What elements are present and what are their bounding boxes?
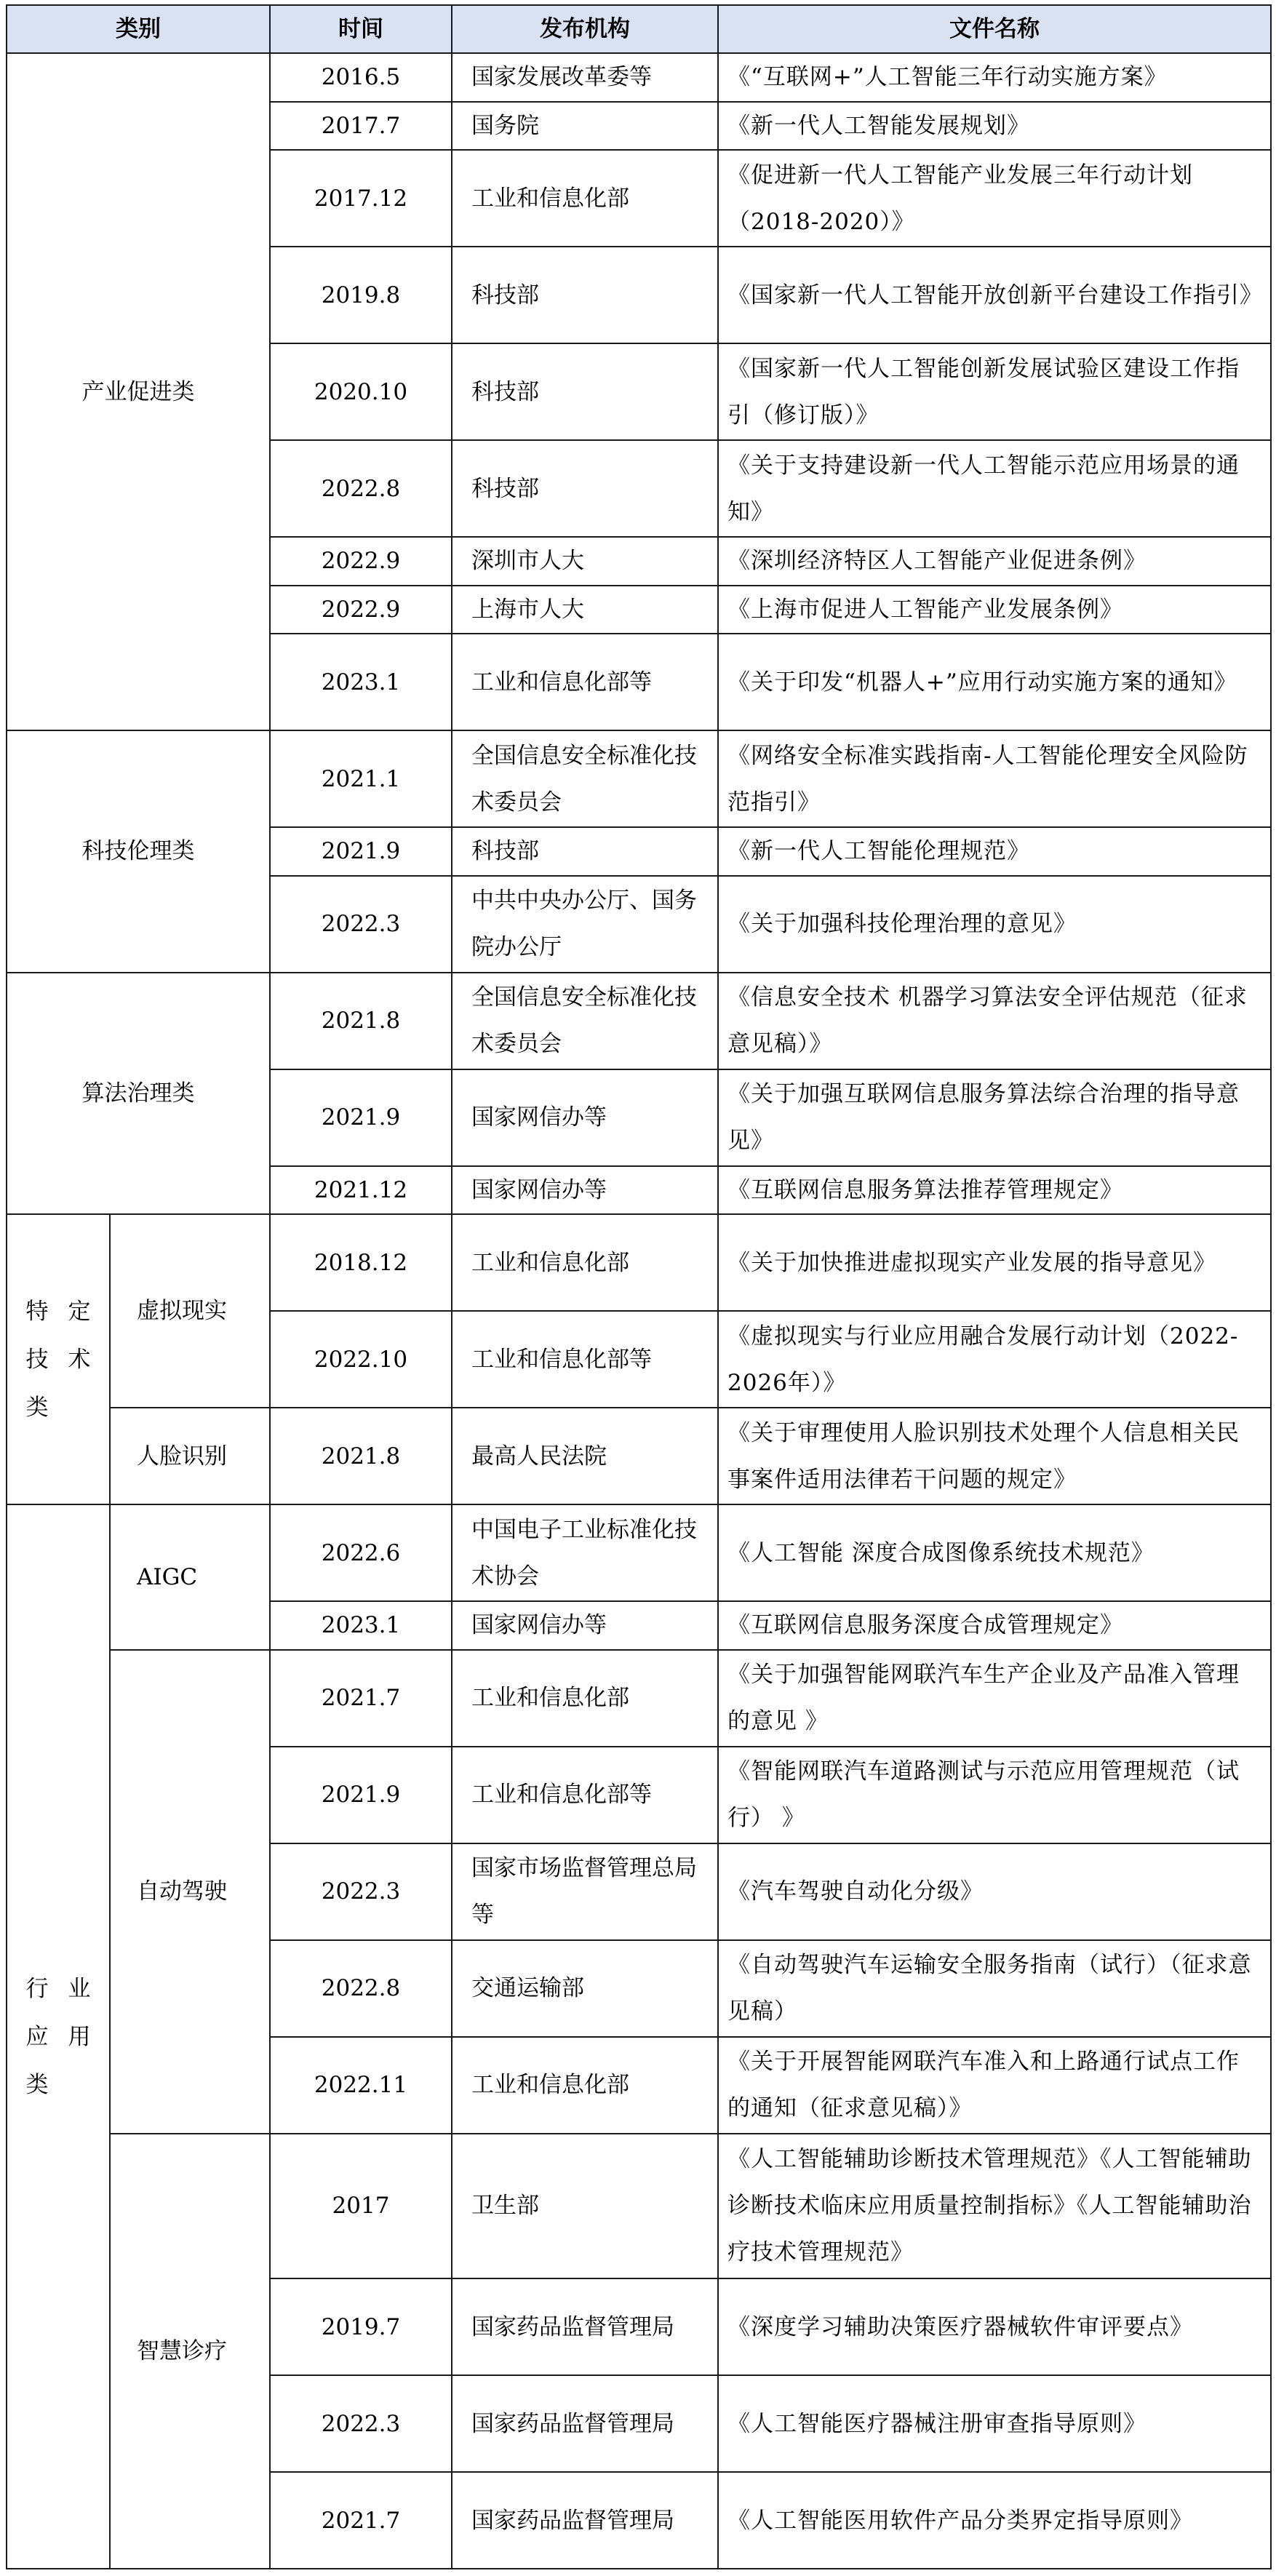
category-char: 术 — [68, 1346, 91, 1373]
org-cell: 卫生部 — [452, 2134, 718, 2279]
time-cell: 2021.9 — [270, 1069, 452, 1166]
org-cell: 工业和信息化部 — [452, 1650, 718, 1747]
time-cell: 2021.7 — [270, 2472, 452, 2569]
header-time: 时间 — [270, 5, 452, 53]
time-cell: 2022.10 — [270, 1311, 452, 1408]
doc-cell: 《深度学习辅助决策医疗器械软件审评要点》 — [718, 2278, 1271, 2375]
time-cell: 2023.1 — [270, 634, 452, 730]
org-cell: 科技部 — [452, 343, 718, 440]
subcategory-aigc: AIGC — [110, 1504, 270, 1650]
category-ethics: 科技伦理类 — [7, 730, 270, 973]
table-row — [7, 1408, 1271, 1504]
time-cell: 2022.8 — [270, 1940, 452, 2037]
category-char: 类 — [25, 2071, 49, 2098]
doc-cell: 《汽车驾驶自动化分级》 — [718, 1843, 1271, 1940]
header-row — [7, 5, 1271, 53]
time-cell: 2021.8 — [270, 1408, 452, 1504]
header-org: 发布机构 — [452, 5, 718, 53]
doc-cell: 《关于加强互联网信息服务算法综合治理的指导意见》 — [718, 1069, 1271, 1166]
time-cell: 2022.3 — [270, 1843, 452, 1940]
doc-cell: 《关于支持建设新一代人工智能示范应用场景的通知》 — [718, 440, 1271, 537]
org-cell: 中国电子工业标准化技术协会 — [452, 1504, 718, 1601]
time-cell: 2021.7 — [270, 1650, 452, 1747]
org-cell: 国家发展改革委等 — [452, 53, 718, 102]
time-cell: 2021.8 — [270, 973, 452, 1069]
time-cell: 2022.6 — [270, 1504, 452, 1601]
org-cell: 工业和信息化部 — [452, 2037, 718, 2134]
org-cell: 国务院 — [452, 102, 718, 151]
time-cell: 2020.10 — [270, 343, 452, 440]
header-doc: 文件名称 — [718, 5, 1271, 53]
subcategory-face: 人脸识别 — [110, 1408, 270, 1504]
table-row — [7, 730, 1271, 827]
time-cell: 2021.12 — [270, 1166, 452, 1215]
org-cell: 国家网信办等 — [452, 1601, 718, 1650]
table-row — [7, 2134, 1271, 2279]
time-cell: 2022.8 — [270, 440, 452, 537]
category-industry: 产业促进类 — [7, 53, 270, 730]
org-cell: 科技部 — [452, 247, 718, 343]
org-cell: 工业和信息化部 — [452, 1214, 718, 1311]
subcategory-vr: 虚拟现实 — [110, 1214, 270, 1408]
category-char: 用 — [68, 2023, 91, 2050]
time-cell: 2022.11 — [270, 2037, 452, 2134]
time-cell: 2017.12 — [270, 150, 452, 247]
category-char: 技 — [25, 1346, 49, 1373]
org-cell: 中共中央办公厅、国务院办公厅 — [452, 876, 718, 973]
doc-cell: 《国家新一代人工智能开放创新平台建设工作指引》 — [718, 247, 1271, 343]
org-cell: 深圳市人大 — [452, 537, 718, 586]
category-char: 业 — [68, 1975, 91, 2002]
doc-cell: 《人工智能医用软件产品分类界定指导原则》 — [718, 2472, 1271, 2569]
policy-table — [6, 4, 1272, 2569]
category-char: 应 — [25, 2023, 49, 2050]
subcategory-auto: 自动驾驶 — [110, 1650, 270, 2134]
table-row — [7, 973, 1271, 1069]
org-cell: 工业和信息化部等 — [452, 634, 718, 730]
doc-cell: 《虚拟现实与行业应用融合发展行动计划（2022-2026年）》 — [718, 1311, 1271, 1408]
header-category: 类别 — [7, 5, 270, 53]
time-cell: 2021.9 — [270, 1747, 452, 1843]
doc-cell: 《网络安全标准实践指南-人工智能伦理安全风险防范指引》 — [718, 730, 1271, 827]
org-cell: 国家网信办等 — [452, 1166, 718, 1215]
org-cell: 科技部 — [452, 827, 718, 876]
doc-cell: 《关于加强科技伦理治理的意见》 — [718, 876, 1271, 973]
doc-cell: 《上海市促进人工智能产业发展条例》 — [718, 586, 1271, 634]
doc-cell: 《互联网信息服务深度合成管理规定》 — [718, 1601, 1271, 1650]
doc-cell: 《自动驾驶汽车运输安全服务指南（试行）（征求意见稿） — [718, 1940, 1271, 2037]
doc-cell: 《关于开展智能网联汽车准入和上路通行试点工作的通知（征求意见稿）》 — [718, 2037, 1271, 2134]
subcategory-medical: 智慧诊疗 — [110, 2134, 270, 2569]
doc-cell: 《智能网联汽车道路测试与示范应用管理规范（试行） 》 — [718, 1747, 1271, 1843]
time-cell: 2021.1 — [270, 730, 452, 827]
org-cell: 工业和信息化部等 — [452, 1747, 718, 1843]
org-cell: 上海市人大 — [452, 586, 718, 634]
time-cell: 2019.8 — [270, 247, 452, 343]
org-cell: 全国信息安全标准化技术委员会 — [452, 973, 718, 1069]
time-cell: 2021.9 — [270, 827, 452, 876]
category-algo: 算法治理类 — [7, 973, 270, 1215]
doc-cell: 《关于加快推进虚拟现实产业发展的指导意见》 — [718, 1214, 1271, 1311]
category-specific — [7, 1214, 110, 1504]
doc-cell: 《关于加强智能网联汽车生产企业及产品准入管理的意见 》 — [718, 1650, 1271, 1747]
time-cell: 2022.9 — [270, 586, 452, 634]
doc-cell: 《“互联网+”人工智能三年行动实施方案》 — [718, 53, 1271, 102]
doc-cell: 《人工智能 深度合成图像系统技术规范》 — [718, 1504, 1271, 1601]
doc-cell: 《深圳经济特区人工智能产业促进条例》 — [718, 537, 1271, 586]
doc-cell: 《国家新一代人工智能创新发展试验区建设工作指引（修订版）》 — [718, 343, 1271, 440]
doc-cell: 《人工智能医疗器械注册审查指导原则》 — [718, 2375, 1271, 2472]
doc-cell: 《关于审理使用人脸识别技术处理个人信息相关民事案件适用法律若干问题的规定》 — [718, 1408, 1271, 1504]
time-cell: 2017 — [270, 2134, 452, 2279]
table-row — [7, 1214, 1271, 1311]
time-cell: 2023.1 — [270, 1601, 452, 1650]
time-cell: 2017.7 — [270, 102, 452, 151]
org-cell: 国家药品监督管理局 — [452, 2472, 718, 2569]
org-cell: 全国信息安全标准化技术委员会 — [452, 730, 718, 827]
time-cell: 2022.3 — [270, 2375, 452, 2472]
org-cell: 国家网信办等 — [452, 1069, 718, 1166]
org-cell: 国家药品监督管理局 — [452, 2278, 718, 2375]
doc-cell: 《促进新一代人工智能产业发展三年行动计划（2018-2020）》 — [718, 150, 1271, 247]
org-cell: 科技部 — [452, 440, 718, 537]
table-row — [7, 1504, 1271, 1601]
category-char: 类 — [25, 1394, 49, 1421]
time-cell: 2022.9 — [270, 537, 452, 586]
doc-cell: 《新一代人工智能发展规划》 — [718, 102, 1271, 151]
org-cell: 交通运输部 — [452, 1940, 718, 2037]
org-cell: 工业和信息化部 — [452, 150, 718, 247]
category-char: 定 — [68, 1298, 91, 1325]
category-char: 行 — [25, 1975, 49, 2002]
doc-cell: 《人工智能辅助诊断技术管理规范》《人工智能辅助诊断技术临床应用质量控制指标》《人工智能辅助治疗技术管理规范》 — [718, 2134, 1271, 2279]
time-cell: 2018.12 — [270, 1214, 452, 1311]
table-row — [7, 1650, 1271, 1747]
org-cell: 国家药品监督管理局 — [452, 2375, 718, 2472]
time-cell: 2016.5 — [270, 53, 452, 102]
org-cell: 工业和信息化部等 — [452, 1311, 718, 1408]
org-cell: 国家市场监督管理总局等 — [452, 1843, 718, 1940]
time-cell: 2019.7 — [270, 2278, 452, 2375]
category-char: 特 — [25, 1298, 49, 1325]
doc-cell: 《信息安全技术 机器学习算法安全评估规范（征求意见稿）》 — [718, 973, 1271, 1069]
doc-cell: 《新一代人工智能伦理规范》 — [718, 827, 1271, 876]
org-cell: 最高人民法院 — [452, 1408, 718, 1504]
doc-cell: 《互联网信息服务算法推荐管理规定》 — [718, 1166, 1271, 1215]
doc-cell: 《关于印发“机器人+”应用行动实施方案的通知》 — [718, 634, 1271, 730]
category-industry-app — [7, 1504, 110, 2569]
table-row — [7, 53, 1271, 102]
time-cell: 2022.3 — [270, 876, 452, 973]
